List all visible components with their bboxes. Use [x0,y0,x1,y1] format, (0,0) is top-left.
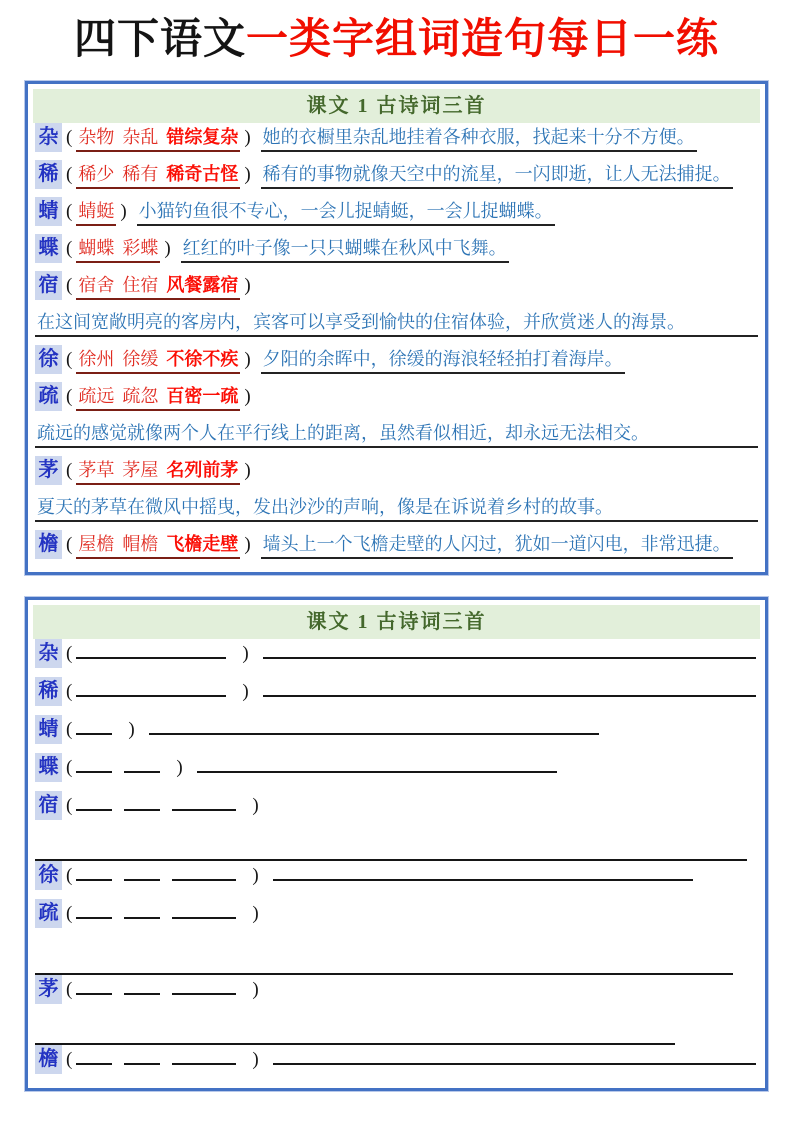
close-paren: ) [244,533,251,555]
answer-panel [25,81,768,575]
open-paren: ( [66,718,73,740]
character-tile: 杂 [35,639,62,668]
vocab-word: 徐州 [78,348,115,369]
sentence-blank-line [263,695,756,697]
word-group [76,530,240,559]
close-paren: ) [244,459,251,481]
word-blank [76,879,112,881]
word-blank [124,809,160,811]
close-paren: ) [252,864,259,886]
open-paren: ( [66,642,73,664]
example-sentence: 小猫钓鱼很不专心，一会儿捉蜻蜓，一会儿捉蝴蝶。 [137,197,555,226]
character-tile: 茅 [35,975,62,1004]
idiom-word: 稀奇古怪 [166,163,239,184]
vocab-word: 稀有 [122,163,159,184]
vocab-word: 徐缓 [122,348,159,369]
word-blank [76,695,226,697]
vocab-word: 疏远 [78,385,115,406]
answer-row [33,271,760,308]
sentence-blank-line [197,771,557,773]
character-tile: 蜻 [35,197,62,226]
close-paren: ) [128,718,135,740]
page-title [0,0,793,67]
vocab-word: 茅屋 [122,459,159,480]
character-tile: 稀 [35,160,62,189]
idiom-word: 百密一疏 [166,385,239,406]
close-paren: ) [252,978,259,1000]
example-sentence: 墙头上一个飞檐走壁的人闪过，犹如一道闪电，非常迅捷。 [261,530,733,559]
word-group [76,160,240,189]
word-blank [124,917,160,919]
word-blank [76,657,226,659]
open-paren: ( [66,348,73,370]
word-group [76,197,116,226]
word-blank [172,1063,236,1065]
close-paren: ) [244,274,251,296]
open-paren: ( [66,1048,73,1070]
sentence-blank-line [263,657,756,659]
word-blank [76,993,112,995]
character-tile: 徐 [35,861,62,890]
example-sentence: 疏远的感觉就像两个人在平行线上的距离，虽然看似相近，却永远无法相交。 [35,419,758,448]
open-paren: ( [66,126,73,148]
vocab-word: 稀少 [78,163,115,184]
answer-row [33,123,760,160]
sentence-write-line [35,937,733,975]
word-blank [172,809,236,811]
word-blank [124,993,160,995]
vocab-word: 住宿 [122,274,159,295]
answer-row [33,456,760,493]
answer-row [33,234,760,271]
word-blank [124,771,160,773]
answer-row [33,345,760,382]
character-tile: 徐 [35,345,62,374]
practice-row [33,899,760,937]
answer-sentence-row [33,493,760,530]
open-paren: ( [66,533,73,555]
page-title-main: 一类字组词造句每日一练 [246,17,720,63]
open-paren: ( [66,237,73,259]
sentence-blank-line [273,1063,756,1065]
open-paren: ( [66,163,73,185]
practice-rows [33,639,760,1083]
practice-row [33,975,760,1013]
character-tile: 宿 [35,271,62,300]
example-sentence: 她的衣橱里杂乱地挂着各种衣服，找起来十分不方便。 [261,123,697,152]
vocab-word: 帽檐 [122,533,159,554]
vocab-word: 屋檐 [78,533,115,554]
answer-panel-header: 课文 1 古诗词三首 [33,89,760,123]
close-paren: ) [120,200,127,222]
example-sentence: 在这间宽敞明亮的客房内，宾客可以享受到愉快的住宿体验，并欣赏迷人的海景。 [35,308,758,337]
example-sentence: 夏天的茅草在微风中摇曳，发出沙沙的声响，像是在诉说着乡村的故事。 [35,493,758,522]
close-paren: ) [176,756,183,778]
practice-row [33,1045,760,1083]
vocab-word: 蝴蝶 [78,237,115,258]
word-group [76,234,160,263]
idiom-word: 风餐露宿 [166,274,239,295]
sentence-blank-line [273,879,693,881]
answer-row [33,382,760,419]
word-group [76,456,240,485]
practice-row [33,861,760,899]
answer-rows [33,123,760,567]
word-blank [76,1063,112,1065]
answer-row [33,160,760,197]
character-tile: 蜻 [35,715,62,744]
close-paren: ) [244,385,251,407]
idiom-word: 错综复杂 [166,126,239,147]
vocab-word: 疏忽 [122,385,159,406]
character-tile: 疏 [35,899,62,928]
open-paren: ( [66,274,73,296]
close-paren: ) [252,902,259,924]
character-tile: 茅 [35,456,62,485]
practice-row [33,677,760,715]
sentence-write-line [35,829,747,861]
word-blank [76,771,112,773]
answer-row [33,530,760,567]
word-blank [76,809,112,811]
character-tile: 稀 [35,677,62,706]
practice-row [33,791,760,829]
word-blank [172,993,236,995]
open-paren: ( [66,794,73,816]
sentence-blank-line [149,733,599,735]
example-sentence: 红红的叶子像一只只蝴蝶在秋风中飞舞。 [181,234,509,263]
word-group [76,345,240,374]
vocab-word: 宿舍 [78,274,115,295]
open-paren: ( [66,200,73,222]
vocab-word: 杂物 [78,126,115,147]
word-blank [172,879,236,881]
practice-panel [25,597,768,1091]
close-paren: ) [244,348,251,370]
character-tile: 檐 [35,1045,62,1074]
vocab-word: 杂乱 [122,126,159,147]
close-paren: ) [164,237,171,259]
practice-row [33,639,760,677]
word-blank [76,733,112,735]
open-paren: ( [66,680,73,702]
open-paren: ( [66,978,73,1000]
vocab-word: 蜻蜓 [78,200,115,221]
character-tile: 蝶 [35,753,62,782]
practice-row [33,715,760,753]
close-paren: ) [242,680,249,702]
character-tile: 蝶 [35,234,62,263]
vocab-word: 茅草 [78,459,115,480]
character-tile: 宿 [35,791,62,820]
open-paren: ( [66,864,73,886]
character-tile: 檐 [35,530,62,559]
word-group [76,382,240,411]
idiom-word: 飞檐走壁 [166,533,239,554]
idiom-word: 名列前茅 [166,459,239,480]
open-paren: ( [66,902,73,924]
word-blank [124,1063,160,1065]
close-paren: ) [244,163,251,185]
character-tile: 杂 [35,123,62,152]
example-sentence: 夕阳的余晖中，徐缓的海浪轻轻拍打着海岸。 [261,345,625,374]
word-group [76,123,240,152]
word-group [76,271,240,300]
idiom-word: 不徐不疾 [166,348,239,369]
close-paren: ) [252,794,259,816]
vocab-word: 彩蝶 [122,237,159,258]
practice-row [33,753,760,791]
word-blank [124,879,160,881]
page-title-prefix: 四下语文 [73,17,246,63]
sentence-write-line [35,1013,675,1045]
answer-row [33,197,760,234]
character-tile: 疏 [35,382,62,411]
word-blank [172,917,236,919]
close-paren: ) [242,642,249,664]
close-paren: ) [244,126,251,148]
example-sentence: 稀有的事物就像天空中的流星，一闪即逝，让人无法捕捉。 [261,160,733,189]
open-paren: ( [66,459,73,481]
word-blank [76,917,112,919]
open-paren: ( [66,756,73,778]
answer-sentence-row [33,419,760,456]
answer-sentence-row [33,308,760,345]
close-paren: ) [252,1048,259,1070]
practice-panel-header: 课文 1 古诗词三首 [33,605,760,639]
open-paren: ( [66,385,73,407]
